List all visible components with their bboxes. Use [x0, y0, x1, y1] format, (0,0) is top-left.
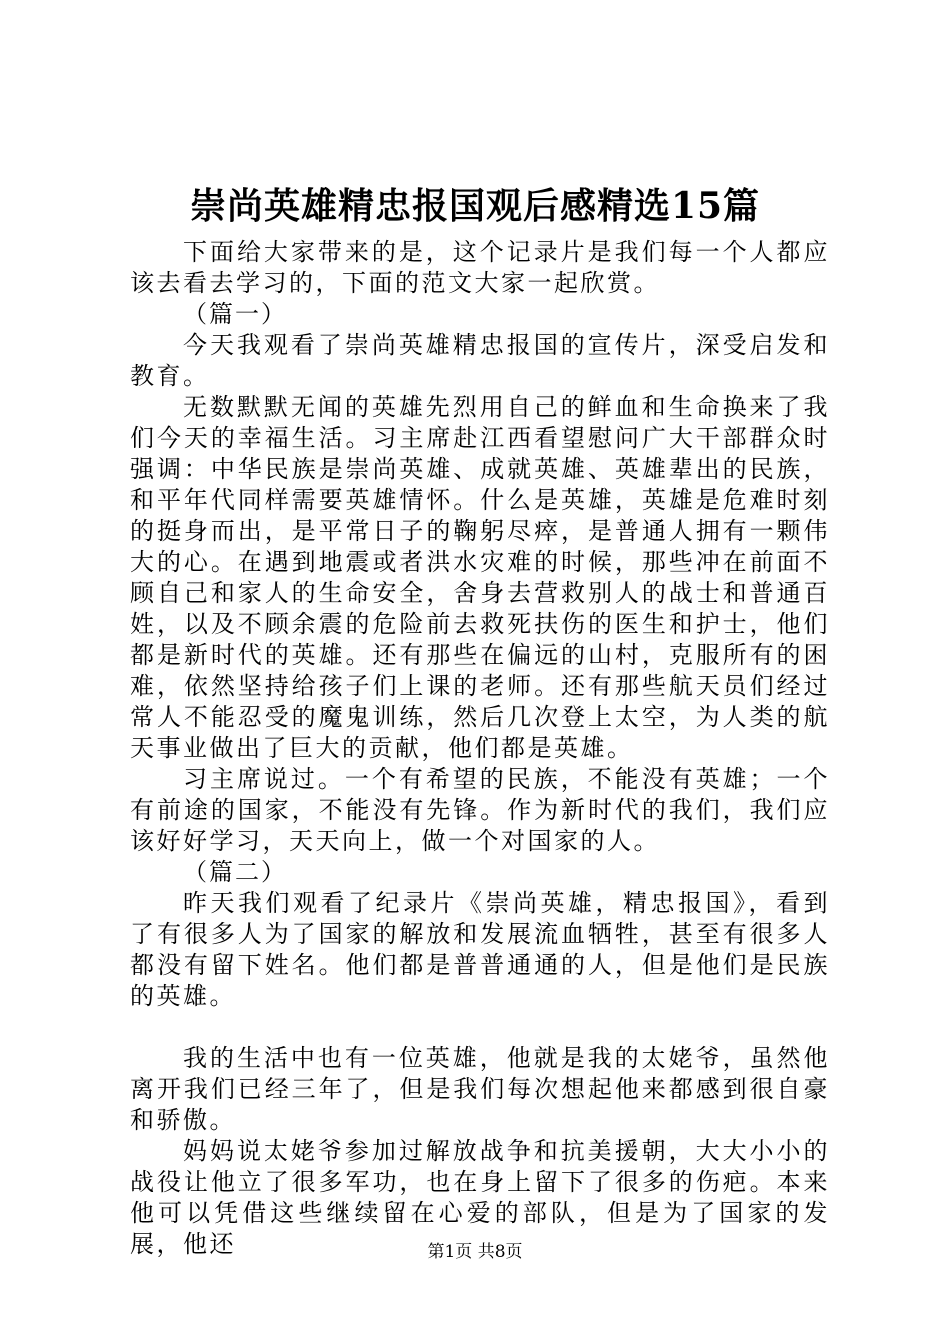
- document-body: [130, 237, 830, 1260]
- section-heading-2: （篇二）: [183, 858, 287, 886]
- page-footer: 第1页 共8页: [427, 1242, 523, 1262]
- paragraph-spacer: [130, 1012, 830, 1043]
- body-paragraph: 我的生活中也有一位英雄，他就是我的太姥爷，虽然他离开我们已经三年了，但是我们每次想起他来都感到很自豪和骄傲。: [130, 1044, 830, 1134]
- document-title: 崇尚英雄精忠报国观后感精选15篇: [189, 185, 761, 227]
- body-paragraph: 今天我观看了崇尚英雄精忠报国的宣传片，深受启发和教育。: [130, 331, 830, 390]
- body-paragraph: 无数默默无闻的英雄先烈用自己的鲜血和生命换来了我们今天的幸福生活。习主席赴江西看望慰问广大干部群众时强调：中华民族是崇尚英雄、成就英雄、英雄辈出的民族，和平年代同样需要英雄情怀。什么是英雄，英雄是危难时刻的挺身而出，是平常日子的鞠躬尽瘁，是普通人拥有一颗伟大的心。在遇到地震或者洪水灾难的时候，那些冲在前面不顾自己和家人的生命安全，舍身去营救别人的战士和普通百姓，以及不顾余震的危险前去救死扶伤的医生和护士，他们都是新时代的英雄。还有那些在偏远的山村，克服所有的困难，依然坚持给孩子们上课的老师。还有那些航天员们经过常人不能忍受的魔鬼训练，然后几次登上太空，为人类的航天事业做出了巨大的贡献，他们都是英雄。: [130, 393, 830, 762]
- body-paragraph: 妈妈说太姥爷参加过解放战争和抗美援朝，大大小小的战役让他立了很多军功，也在身上留下了很多的伤疤。本来他可以凭借这些继续留在心爱的部队，但是为了国家的发展，他还: [130, 1137, 830, 1258]
- section-heading-1: （篇一）: [183, 300, 287, 328]
- body-paragraph: 昨天我们观看了纪录片《崇尚英雄，精忠报国》，看到了有很多人为了国家的解放和发展流血牺牲，甚至有很多人都没有留下姓名。他们都是普普通通的人，但是他们是民族的英雄。: [130, 889, 830, 1010]
- body-paragraph: 习主席说过。一个有希望的民族，不能没有英雄；一个有前途的国家，不能没有先锋。作为新时代的我们，我们应该好好学习，天天向上，做一个对国家的人。: [130, 765, 830, 855]
- intro-paragraph: 下面给大家带来的是，这个记录片是我们每一个人都应该去看去学习的，下面的范文大家一起欣赏。: [130, 238, 830, 297]
